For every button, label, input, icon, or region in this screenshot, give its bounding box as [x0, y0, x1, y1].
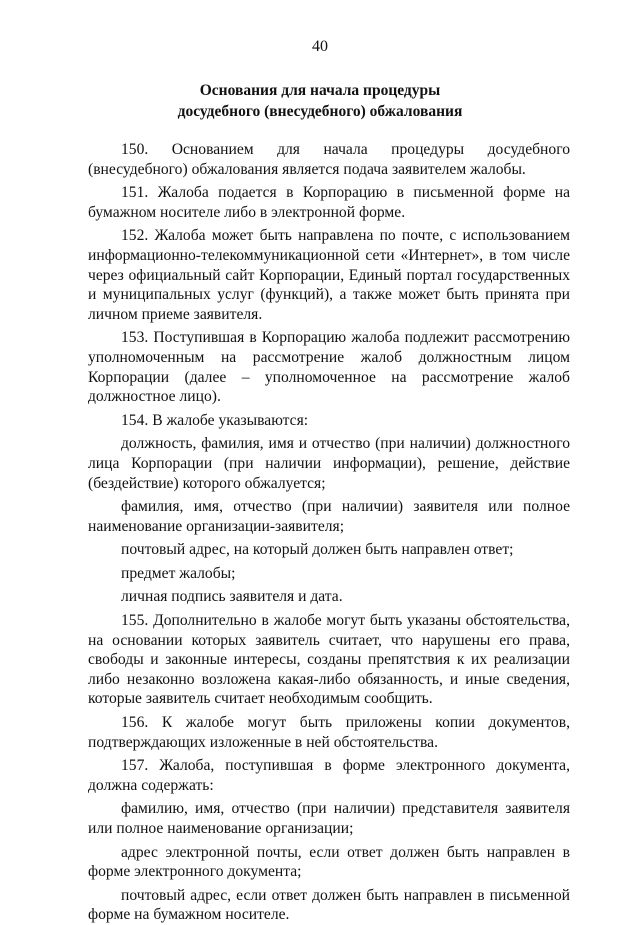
- document-body: [88, 140, 570, 925]
- paragraph-156: 156. К жалобе могут быть приложены копии документов, подтверждающих изложенные в ней обстоятельства.: [88, 714, 570, 751]
- paragraph-157-item-3: почтовый адрес, если ответ должен быть направлен в письменной форме на бумажном носителе.: [88, 886, 570, 924]
- paragraph-154-item-4: предмет жалобы;: [121, 564, 236, 582]
- paragraph-150: 150. Основанием для начала процедуры досудебного (внесудебного) обжалования является подача заявителем жалобы.: [88, 141, 570, 178]
- section-heading: [0, 80, 640, 122]
- paragraph-154-item-1: должность, фамилия, имя и отчество (при наличии) должностного лица Корпорации (при наличии информации), решение, действие (бездействие) которого обжалуется;: [88, 435, 570, 492]
- section-heading-line-1: Основания для начала процедуры: [199, 82, 441, 99]
- paragraph-155: 155. Дополнительно в жалобе могут быть указаны обстоятельства, на основании которых заявитель считает, что нарушены его права, свободы и законные интересы, созданы препятствия к их реализации либо незаконно возложена какая-либо обязанность, и иные сведения, которые заявитель считает необходимым сообщить.: [88, 612, 570, 708]
- paragraph-154-item-3: почтовый адрес, на который должен быть направлен ответ;: [121, 541, 514, 559]
- paragraph-152: 152. Жалоба может быть направлена по почте, с использованием информационно-телекоммуникационной сети «Интернет», в том числе через официальный сайт Корпорации, Единый портал государственных и муниципальных услуг (функций), а также может быть принята при личном приеме заявителя.: [88, 227, 570, 323]
- paragraph-157: 157. Жалоба, поступившая в форме электронного документа, должна содержать:: [88, 757, 570, 794]
- paragraph-153: 153. Поступившая в Корпорацию жалоба подлежит рассмотрению уполномоченным на рассмотрение жалоб должностным лицом Корпорации (далее – уполномоченное на рассмотрение жалоб должностное лицо).: [88, 329, 570, 406]
- paragraph-151: 151. Жалоба подается в Корпорацию в письменной форме на бумажном носителе либо в электронной форме.: [88, 184, 570, 221]
- paragraph-154: 154. В жалобе указываются:: [121, 411, 309, 429]
- paragraph-154-item-2: фамилия, имя, отчество (при наличии) заявителя или полное наименование организации-заявителя;: [88, 498, 570, 535]
- paragraph-157-item-1: фамилию, имя, отчество (при наличии) представителя заявителя или полное наименование организации;: [88, 800, 570, 837]
- paragraph-157-item-2: адрес электронной почты, если ответ должен быть направлен в форме электронного документа;: [88, 843, 570, 881]
- section-heading-line-2: досудебного (внесудебного) обжалования: [177, 103, 463, 120]
- paragraph-154-item-5: личная подпись заявителя и дата.: [121, 588, 343, 606]
- page-number: 40: [312, 38, 328, 55]
